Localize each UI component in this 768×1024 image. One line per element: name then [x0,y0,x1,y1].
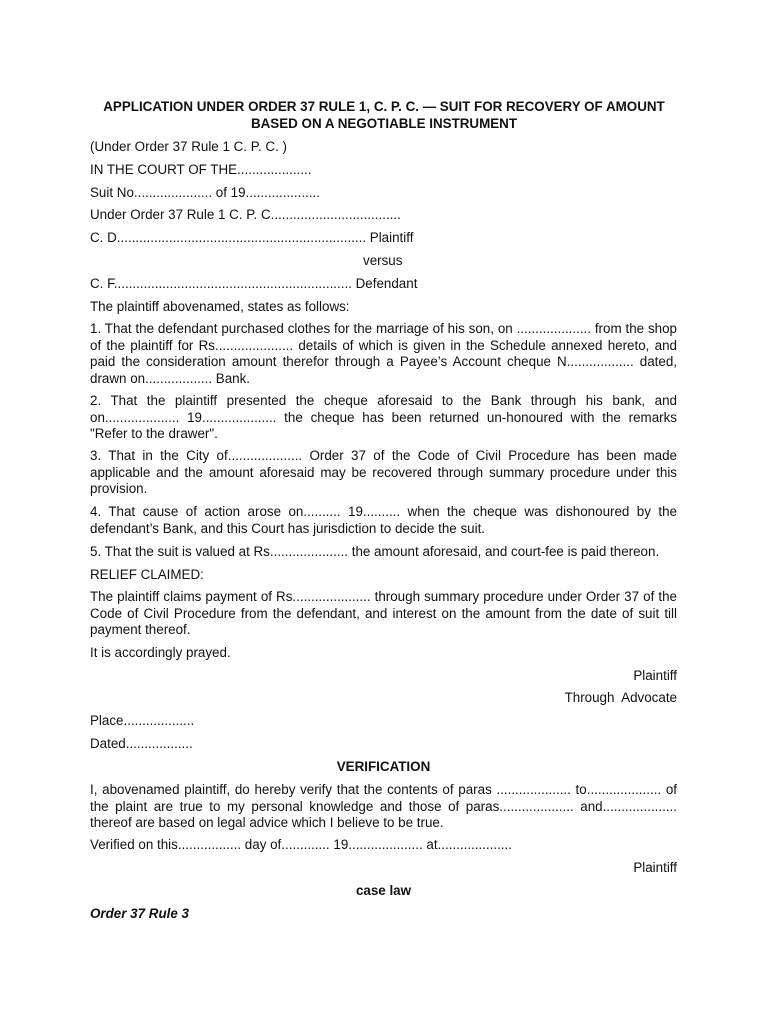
paragraph-4: 4. That cause of action arose on.......... 19.......... when the cheque was dishonoured by the defendant’s Bank, and this Court has jurisdiction to decide the suit. [90,504,677,536]
verification-heading: VERIFICATION [336,759,431,774]
dated-line: Dated.................. [90,736,193,751]
case-law-heading: case law [355,883,412,898]
versus-label: versus [363,253,403,268]
verification-text: I, abovenamed plaintiff, do hereby verify that the contents of paras .................... to.................... of the plaint are true to my personal knowledge and those of paras.................... and.................... thereof are based on legal advice which I believe to be true. [90,782,677,831]
paragraph-1: 1. That the defendant purchased clothes for the marriage of his son, on .................... from the shop of the plaintiff for Rs..................... details of which is given in the Schedule annexed hereto, and paid the consideration amount therefor through a Payee’s Account cheque N.................. dated, drawn on.................. Bank. [90,321,677,386]
under-order-line: Under Order 37 Rule 1 C. P. C................................... [90,207,401,222]
court-line: IN THE COURT OF THE.................... [90,162,312,177]
defendant-party-line: C. F................................................................ Defendant [90,276,418,291]
place-line: Place................... [90,713,195,728]
signature-plaintiff: Plaintiff [633,668,677,683]
subtitle: (Under Order 37 Rule 1 C. P. C. ) [90,139,287,154]
suit-number-line: Suit No..................... of 19.................... [90,185,320,200]
signature-advocate: Through Advocate [564,690,677,705]
paragraph-5: 5. That the suit is valued at Rs..................... the amount aforesaid, and court-fee is paid thereon. [90,544,660,559]
paragraph-3: 3. That in the City of.................... Order 37 of the Code of Civil Procedure has been made applicable and the amount aforesaid may be recovered through summary procedure under this provision. [90,448,677,497]
intro-statement: The plaintiff abovenamed, states as follows: [90,299,350,314]
paragraph-2: 2. That the plaintiff presented the cheque aforesaid to the Bank through his bank, and on.................... 19.................... the cheque has been returned un-honoured with the remarks "Refer to the drawer". [90,393,677,442]
case-law-reference: Order 37 Rule 3 [90,906,189,921]
prayer-line: It is accordingly prayed. [90,645,231,660]
document-title-line-2: BASED ON A NEGOTIABLE INSTRUMENT [250,116,518,131]
relief-heading: RELIEF CLAIMED: [90,567,204,582]
plaintiff-party-line: C. D................................................................... Plaintiff [90,230,414,245]
document-title-line-1: APPLICATION UNDER ORDER 37 RULE 1, C. P. C. — SUIT FOR RECOVERY OF AMOUNT [103,99,665,114]
verified-on-line: Verified on this................. day of............. 19.................... at.................... [90,837,512,852]
verification-plaintiff: Plaintiff [633,860,677,875]
relief-text: The plaintiff claims payment of Rs..................... through summary procedure under Order 37 of the Code of Civil Procedure from the defendant, and interest on the amount from the date of suit till payment thereof. [90,589,677,638]
